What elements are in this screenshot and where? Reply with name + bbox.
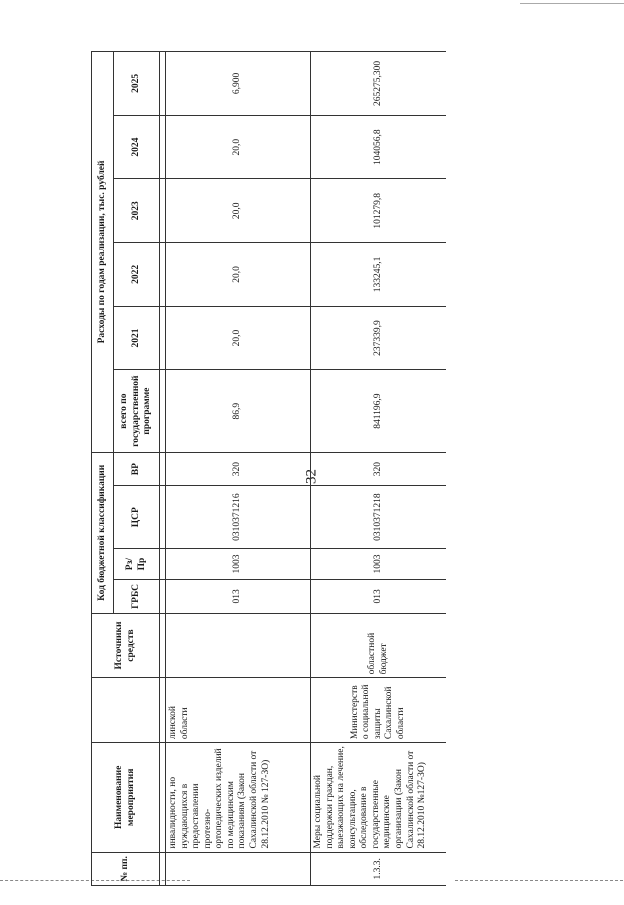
scan-edge-line (455, 880, 623, 881)
header-2021: 2021 (114, 306, 160, 370)
cell-vr: 320 (311, 452, 447, 486)
cell-source: областной бюджет (311, 613, 447, 678)
table-row (311, 52, 447, 886)
cell-2022: 20,0 (166, 243, 311, 307)
header-2022: 2022 (114, 243, 160, 307)
scan-edge-line (520, 3, 624, 4)
header-expenses-group: Расходы по годам реализации, тыс. рублей (92, 52, 114, 453)
header-csr: ЦСР (114, 486, 160, 549)
cell-2022: 133245,1 (311, 243, 447, 307)
rotated-table-area (91, 51, 446, 886)
cell-executor: линской области (166, 678, 311, 743)
table-rotator (91, 51, 446, 886)
cell-num: 1.3.3. (311, 852, 447, 885)
cell-2021: 20,0 (166, 306, 311, 370)
cell-total: 86,9 (166, 370, 311, 453)
header-rzpr: Рз/ Пр (114, 548, 160, 579)
header-2023: 2023 (114, 179, 160, 243)
cell-rzpr: 1003 (311, 548, 447, 579)
budget-table (91, 51, 446, 886)
cell-2024: 20,0 (166, 115, 311, 179)
cell-2023: 101279,8 (311, 179, 447, 243)
table-row (166, 52, 311, 886)
cell-num (166, 852, 311, 885)
cell-grbs: 013 (166, 580, 311, 613)
header-executor (92, 678, 160, 743)
header-name: Наименование мероприятия (92, 743, 160, 852)
cell-2025: 6,900 (166, 52, 311, 116)
header-2025: 2025 (114, 52, 160, 116)
header-code-group: Код бюджетной классификации (92, 452, 114, 613)
cell-name: Меры социальной поддержки граждан, выезжающих на лечение, консультацию, обследование в государственные медицинские организации (Закон Сахалинской области от 28.12.2010 №127-ЗО) (311, 743, 447, 852)
cell-executor: Министерство социальной защиты Сахалинской области (311, 678, 447, 743)
header-2024: 2024 (114, 115, 160, 179)
cell-2025: 265275,300 (311, 52, 447, 116)
cell-source (166, 613, 311, 678)
cell-rzpr: 1003 (166, 548, 311, 579)
header-grbs: ГРБС (114, 580, 160, 613)
cell-2021: 237339,9 (311, 306, 447, 370)
cell-csr: 0310371218 (311, 486, 447, 549)
cell-2024: 104056,8 (311, 115, 447, 179)
cell-total: 841196,9 (311, 370, 447, 453)
header-num: № пп. (92, 852, 160, 885)
cell-vr: 320 (166, 452, 311, 486)
page-number: 32 (303, 469, 320, 484)
cell-csr: 0310371216 (166, 486, 311, 549)
header-vr: ВР (114, 452, 160, 486)
cell-name: инвалидности, но нуждающихся в предоставлении протезно-ортопедических изделий по медицинским показаниям (Закон Сахалинской области от 28.12.2010 № 127-ЗО) (166, 743, 311, 852)
cell-grbs: 013 (311, 580, 447, 613)
header-row-1 (92, 52, 114, 886)
header-source: Источники средств (92, 613, 160, 678)
cell-2023: 20,0 (166, 179, 311, 243)
header-total: всего по государственной программе (114, 370, 160, 453)
